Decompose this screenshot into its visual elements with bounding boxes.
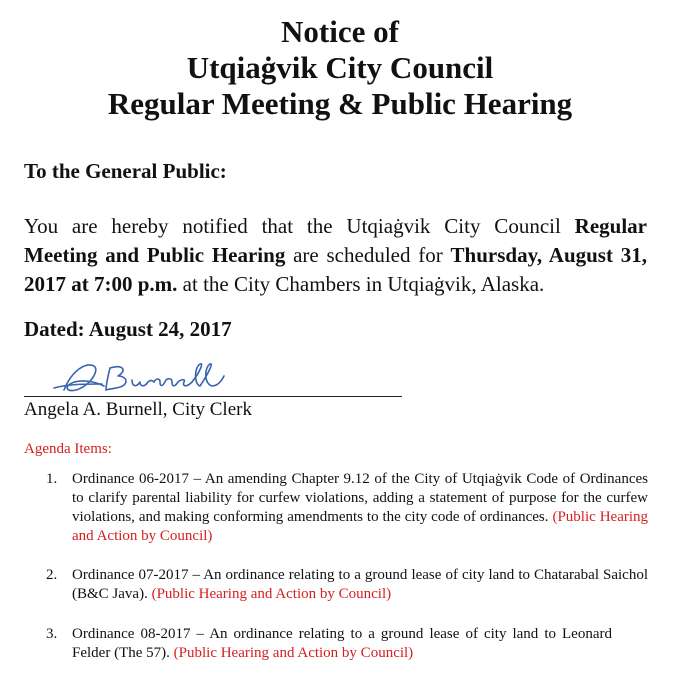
agenda-item [46, 566, 648, 604]
agenda-item-description: Ordinance 08-2017 – An ordinance relating to a ground lease of city land to Leonard Felder (The 57). [72, 626, 612, 661]
agenda-item-text [72, 470, 648, 546]
signature-ink [54, 364, 224, 391]
agenda-item-action: (Public Hearing and Action by Council) [173, 645, 414, 661]
agenda-item-action: (Public Hearing and Action by Council) [72, 509, 649, 544]
notice-text-3: at the City Chambers in Utqiaġvik, Alaska. [177, 272, 545, 296]
agenda-item [46, 470, 648, 546]
dated-line: Dated: August 24, 2017 [24, 317, 232, 341]
agenda-item-description: Ordinance 06-2017 – An amending Chapter 9.12 of the City of Utqiaġvik Code of Ordinances to clarify parental liability for curfew violations, adding a statement of purpose for the curfew violations, and making conforming amendments to the city code of ordinances. [72, 471, 648, 525]
agenda-item [46, 625, 648, 663]
agenda-item-number: 2. [46, 567, 58, 583]
greeting-heading: To the General Public: [24, 159, 227, 183]
agenda-item-number: 1. [46, 471, 58, 487]
title-line-2: Utqiaġvik City Council [186, 50, 494, 85]
agenda-item-text [72, 625, 612, 663]
signature-line [24, 396, 402, 397]
agenda-item-text [72, 566, 648, 604]
city-clerk-name: Angela A. Burnell, City Clerk [24, 399, 252, 420]
notice-title [0, 14, 680, 122]
notice-date-time: Thursday, August 31, 2017 at 7:00 p.m. [24, 243, 647, 296]
agenda-list [46, 470, 648, 663]
notice-text-2: are scheduled for [285, 243, 451, 267]
notice-text-1: You are hereby notified that the Utqiaġvik City Council [24, 214, 575, 238]
agenda-heading: Agenda Items: [24, 441, 112, 457]
title-line-3: Regular Meeting & Public Hearing [107, 86, 573, 121]
notice-paragraph [24, 212, 647, 299]
agenda-item-number: 3. [46, 626, 58, 642]
title-line-1: Notice of [281, 14, 399, 49]
signature-image [24, 360, 404, 400]
agenda-item-description: Ordinance 07-2017 – An ordinance relating to a ground lease of city land to Chatarabal Saichol (B&C Java). [72, 567, 648, 602]
agenda-item-action: (Public Hearing and Action by Council) [151, 586, 392, 602]
notice-meeting-type: Regular Meeting and Public Hearing [24, 214, 647, 267]
